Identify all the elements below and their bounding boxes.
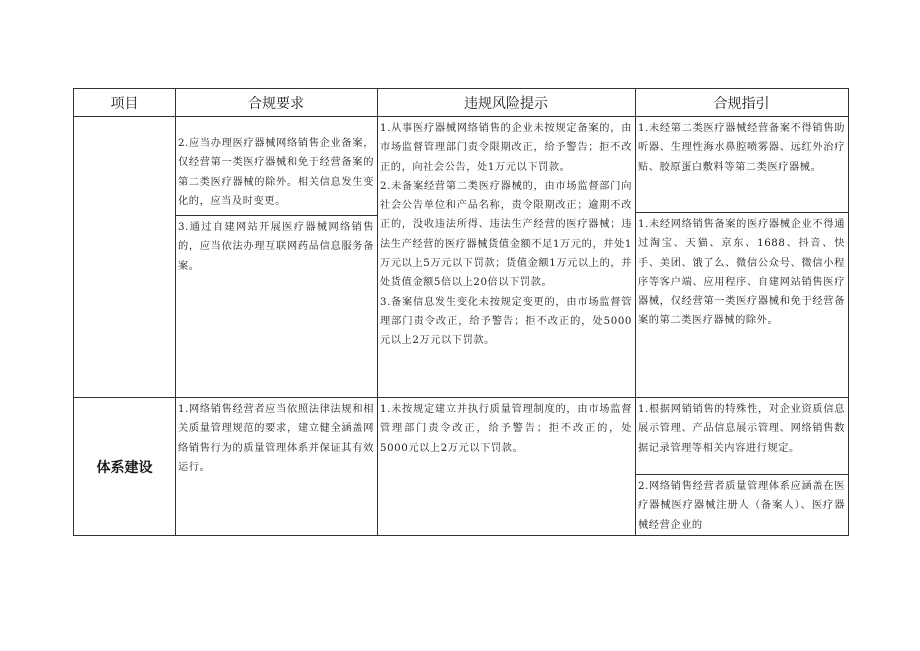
guidance-text: 1.未经第二类医疗器械经营备案不得销售助听器、生理性海水鼻腔喷雾器、远红外治疗贴、胶原蛋白敷料等第二类医疗器械。 xyxy=(638,123,845,173)
requirement-text: 3.通过自建网站开展医疗器械网络销售的，应当依法办理互联网药品信息服务备案。 xyxy=(178,222,374,272)
guidance-cell xyxy=(635,475,848,536)
guidance-text: 1.未经网络销售备案的医疗器械企业不得通过淘宝、天猫、京东、1688、抖音、快手、美团、饿了么、微信公众号、微信小程序等客户端、应用程序、自建网站销售医疗器械，仅经营第一类医疗器械和免于经营备案的第二类医疗器械的除外。 xyxy=(638,219,845,327)
risk-text: 1.未按规定建立并执行质量管理制度的，由市场监督管理部门责令改正，给予警告；拒不改正的，处5000元以上2万元以下罚款。 xyxy=(380,404,632,454)
risk-text: 2.未备案经营第二类医疗器械的，由市场监督部门向社会公告单位和产品名称，责令限期改正；逾期不改正的，没收违法所得、违法生产经营的医疗器械；违法生产经营的医疗器械货值金额不足1万元的，并处1万元以上5万元以下罚款；货值金额1万元以上的，并处货值金额5倍以上20倍以下罚款。 xyxy=(380,180,632,289)
guidance-cell xyxy=(635,213,848,397)
requirement-cell xyxy=(175,398,377,536)
requirement-text: 2.应当办理医疗器械网络销售企业备案，仅经营第一类医疗器械和免于经营备案的第二类医疗器械的除外。相关信息发生变化的，应当及时变更。 xyxy=(178,138,374,207)
risk-cell xyxy=(377,117,635,397)
risk-text: 1.从事医疗器械网络销售的企业未按规定备案的，由市场监督管理部门责令限期改正，给予警告；拒不改正的，向社会公告，处1万元以下罚款。 xyxy=(380,123,632,173)
header-guidance: 合规指引 xyxy=(713,95,770,112)
guidance-text: 1.根据网销销售的特殊性，对企业资质信息展示管理、产品信息展示管理、网络销售数据记录管理等相关内容进行规定。 xyxy=(638,404,845,454)
risk-cell xyxy=(377,398,635,536)
risk-text: 3.备案信息发生变化未按规定变更的，由市场监督管理部门责令改正，给予警告；拒不改正的，处5000元以上2万元以下罚款。 xyxy=(380,296,632,347)
header-item: 项目 xyxy=(110,95,139,112)
header-requirements: 合规要求 xyxy=(248,95,304,112)
requirement-text: 1.网络销售经营者应当依照法律法规和相关质量管理规范的要求，建立健全涵盖网络销售行为的质量管理体系并保证其有效运行。 xyxy=(178,404,374,473)
header-risks: 违规风险提示 xyxy=(464,95,548,112)
requirement-cell xyxy=(175,216,377,396)
row-label-system-building: 体系建设 xyxy=(96,460,153,476)
compliance-table xyxy=(73,88,849,536)
guidance-cell xyxy=(635,117,848,212)
guidance-cell xyxy=(635,398,848,474)
requirement-cell xyxy=(175,132,377,215)
guidance-text: 2.网络销售经营者质量管理体系应涵盖在医疗器械医疗器械注册人（备案人）、医疗器械经营企业的 xyxy=(638,481,845,531)
